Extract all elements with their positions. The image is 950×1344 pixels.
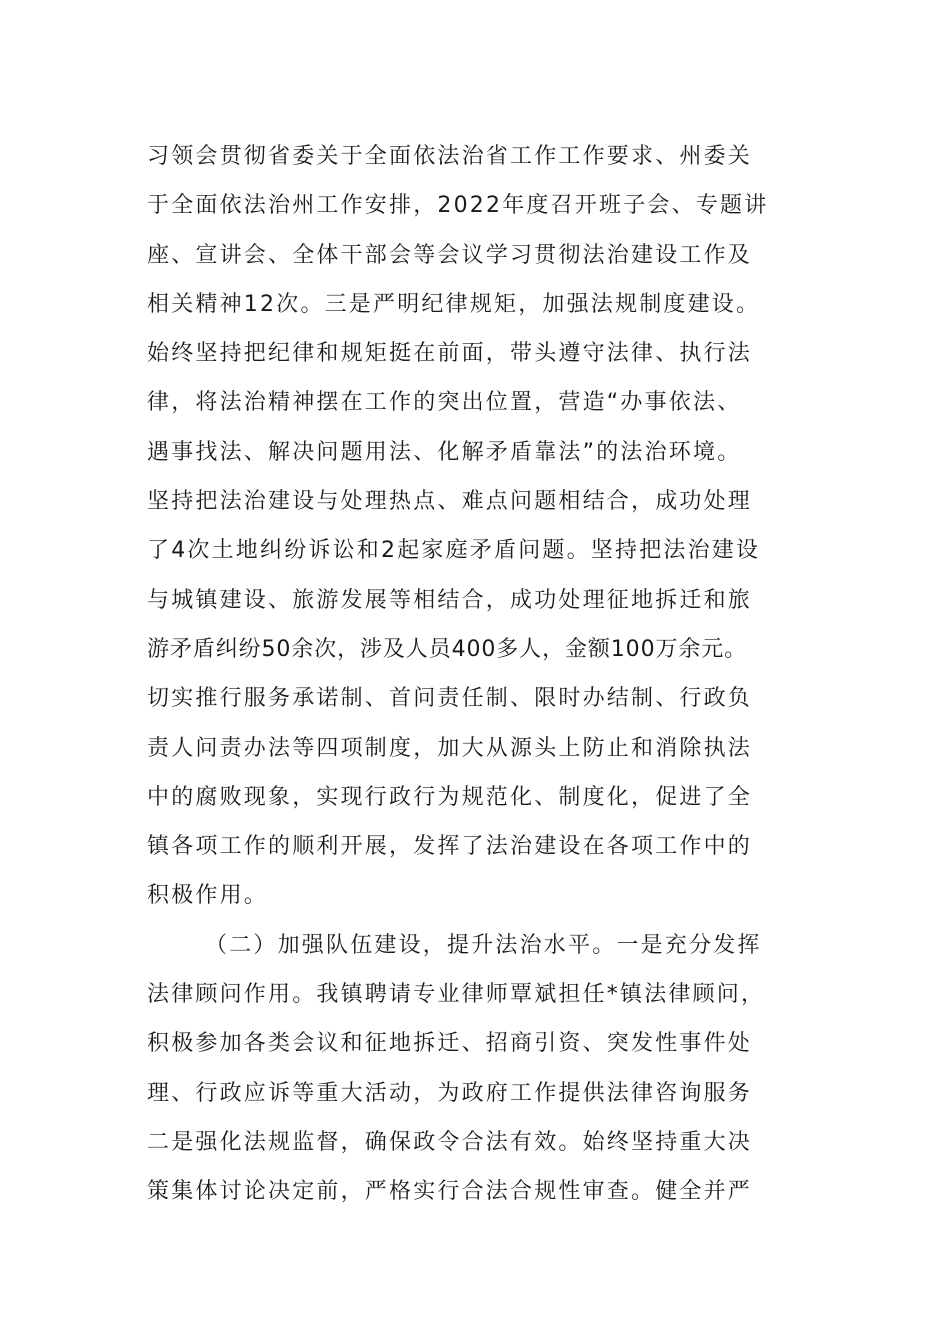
text-line: 坚持把法治建设与处理热点、难点问题相结合，成功处理	[147, 489, 753, 515]
text-line: 策集体讨论决定前，严格实行合法合规性审查。健全并严	[147, 1179, 753, 1205]
text-line: 镇各项工作的顺利开展，发挥了法治建设在各项工作中的	[147, 834, 753, 860]
text-line: 遇事找法、解决问题用法、化解矛盾靠法”的法治环境。	[147, 439, 742, 465]
text-line: 积极参加各类会议和征地拆迁、招商引资、突发性事件处	[147, 1031, 753, 1057]
text-line: 责人问责办法等四项制度，加大从源头上防止和消除执法	[147, 735, 753, 761]
text-line: 相关精神12次。三是严明纪律规矩，加强法规制度建设。	[147, 291, 761, 317]
text-line: 游矛盾纠纷50余次，涉及人员400多人，金额100万余元。	[147, 636, 748, 662]
text-line: 了4次土地纠纷诉讼和2起家庭矛盾问题。坚持把法治建设	[147, 538, 761, 564]
text-line: 始终坚持把纪律和规矩挺在前面，带头遵守法律、执行法	[147, 341, 753, 367]
text-line: 座、宣讲会、全体干部会等会议学习贯彻法治建设工作及	[147, 242, 753, 268]
text-line: 于全面依法治州工作安排，2022年度召开班子会、专题讲	[147, 193, 769, 219]
text-line: 与城镇建设、旅游发展等相结合，成功处理征地拆迁和旅	[147, 587, 753, 613]
text-line: 切实推行服务承诺制、首问责任制、限时办结制、行政负	[147, 686, 753, 712]
body-text	[147, 132, 837, 1217]
text-line: 法律顾问作用。我镇聘请专业律师覃斌担任*镇法律顾问，	[147, 982, 766, 1008]
text-line: 积极作用。	[147, 883, 269, 909]
section-heading-line: （二）加强队伍建设，提升法治水平。一是充分发挥	[205, 932, 762, 958]
text-line: 理、行政应诉等重大活动，为政府工作提供法律咨询服务	[147, 1080, 753, 1106]
text-line: 二是强化法规监督，确保政令合法有效。始终坚持重大决	[147, 1129, 753, 1155]
text-line: 律，将法治精神摆在工作的突出位置，营造“办事依法、	[147, 390, 742, 416]
text-line: 中的腐败现象，实现行政行为规范化、制度化，促进了全	[147, 784, 753, 810]
text-line: 习领会贯彻省委关于全面依法治省工作工作要求、州委关	[147, 144, 753, 169]
